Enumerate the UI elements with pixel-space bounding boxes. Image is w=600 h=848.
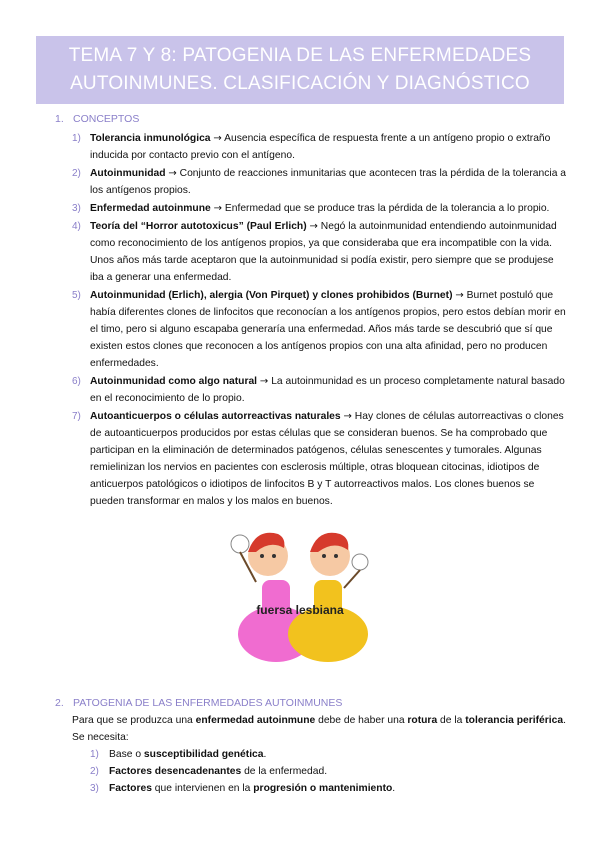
section-1-title: CONCEPTOS [73, 113, 140, 125]
list-item [90, 763, 560, 780]
item-term: Autoinmunidad (Erlich), alergia (Von Pirquet) y clones prohibidos (Burnet) [90, 290, 453, 301]
section-2-intro [72, 712, 567, 746]
item-text: . [263, 749, 267, 760]
item-term: Factores desencadenantes [109, 766, 242, 777]
item-text: Enfermedad que se produce tras la pérdida de la tolerancia a lo propio. [224, 203, 550, 214]
item-number: 2) [90, 766, 99, 777]
item-text: Burnet postuló que había diferentes clones de linfocitos que reconocían a los antígenos propios, pero estos debían morir en el timo, pero si alguno escapaba generaría una enfermedad. Años más tarde se descubrió que sí que existen estos clones que reconocen a los antígenos propios con una alta afinidad, pero no producen enfermedades. [90, 290, 566, 369]
item-number: 4) [72, 221, 81, 232]
item-text: de la enfermedad. [241, 766, 328, 777]
intro-bold: rotura [407, 715, 438, 726]
item-text: Negó la autoinmunidad entendiendo autoinmunidad como reconocimiento de los antígenos propios, ya que consideraba que era incompatible con la vida. Unos años más tarde aceptaron que la autoinmunidad si podía existir, pero siempre que se produjese iba a generar una enfermedad. [90, 221, 557, 283]
item-term: susceptibilidad genética [143, 749, 264, 760]
item-text: Hay clones de células autorreactivas o clones de autoanticuerpos producidos por estas células que se consideran buenos. Se ha comprobado que participan en la eliminación de determinados patógenos, células senescentes y tumorales. Algunas remielinizan los nervios en pacientes con esclerosis múltiple, otras bloquean citocinas, idiotipos de anticuerpos patológicos o idiotipos de linfocitos B y T autorreactivos malos. Los clones buenos se pueden transformar en malos y los malos en buenos. [90, 411, 564, 507]
bundle-icon [352, 554, 368, 570]
intro-bold: tolerancia periférica [465, 715, 564, 726]
item-text: que intervienen en la [151, 783, 254, 794]
list-item [72, 200, 567, 217]
item-text: Base o [109, 749, 144, 760]
item-term: Teoría del “Horror autotoxicus” (Paul Erlich) [90, 221, 307, 232]
section-2-heading [55, 697, 342, 709]
list-item [72, 130, 567, 164]
title-line-2: AUTOINMUNES. CLASIFICACIÓN Y DIAGNÓSTICO [70, 73, 530, 94]
item-number: 6) [72, 376, 81, 387]
concepts-list [72, 130, 567, 511]
item-term: progresión o mantenimiento [253, 783, 393, 794]
title-line-1: TEMA 7 Y 8: PATOGENIA DE LAS ENFERMEDADES [68, 45, 532, 66]
arrow-right-icon: → [309, 221, 318, 232]
list-item [90, 780, 560, 797]
bundle-icon [231, 535, 249, 553]
item-number: 3) [90, 783, 99, 794]
item-term: Autoinmunidad como algo natural [90, 376, 258, 387]
arrow-right-icon: → [259, 376, 269, 387]
section-1-number: 1. [55, 113, 64, 125]
arrow-right-icon: → [343, 411, 352, 422]
intro-text: . Se necesita: [72, 715, 566, 743]
item-term: Autoinmunidad [90, 168, 166, 179]
list-item [72, 373, 567, 407]
item-number: 7) [72, 411, 81, 422]
item-text: Conjunto de reacciones inmunitarias que acontecen tras la pérdida de la tolerancia a los antígenos propios. [90, 168, 567, 196]
arrow-right-icon: → [168, 168, 177, 179]
cartoon-illustration [226, 522, 374, 664]
section-2-number: 2. [55, 697, 64, 709]
list-item [72, 287, 567, 372]
intro-text: de la [437, 715, 466, 726]
intro-bold: enfermedad autoinmune [195, 715, 316, 726]
list-item [72, 165, 567, 199]
list-item [72, 408, 567, 510]
arrow-right-icon: → [213, 203, 222, 214]
title-banner [36, 36, 564, 104]
item-number: 2) [72, 168, 81, 179]
section-1-heading [55, 113, 139, 125]
list-item [90, 746, 560, 763]
item-number: 1) [72, 133, 81, 144]
arrow-right-icon: → [455, 290, 464, 301]
arrow-right-icon: → [213, 133, 222, 144]
item-term: Enfermedad autoinmune [90, 203, 211, 214]
item-text: La autoinmunidad es un proceso completamente natural basado en el reconocimiento de lo propio. [90, 376, 565, 404]
section-2-title: PATOGENIA DE LAS ENFERMEDADES AUTOINMUNES [73, 697, 343, 709]
intro-text: Para que se produzca una [72, 715, 196, 726]
illustration-caption: fuersa lesbiana [256, 603, 344, 617]
item-term: Factores [109, 783, 152, 794]
list-item [72, 218, 567, 286]
intro-text: debe de haber una [315, 715, 408, 726]
item-text: . [392, 783, 396, 794]
item-number: 1) [90, 749, 99, 760]
item-term: Autoanticuerpos o células autorreactivas naturales [90, 411, 341, 422]
item-number: 3) [72, 203, 81, 214]
item-term: Tolerancia inmunológica [90, 133, 211, 144]
item-text: Ausencia específica de respuesta frente a un antígeno propio o extraño inducida por contacto previo con el antígeno. [90, 133, 551, 161]
requirements-list [90, 746, 560, 797]
item-number: 5) [72, 290, 81, 301]
